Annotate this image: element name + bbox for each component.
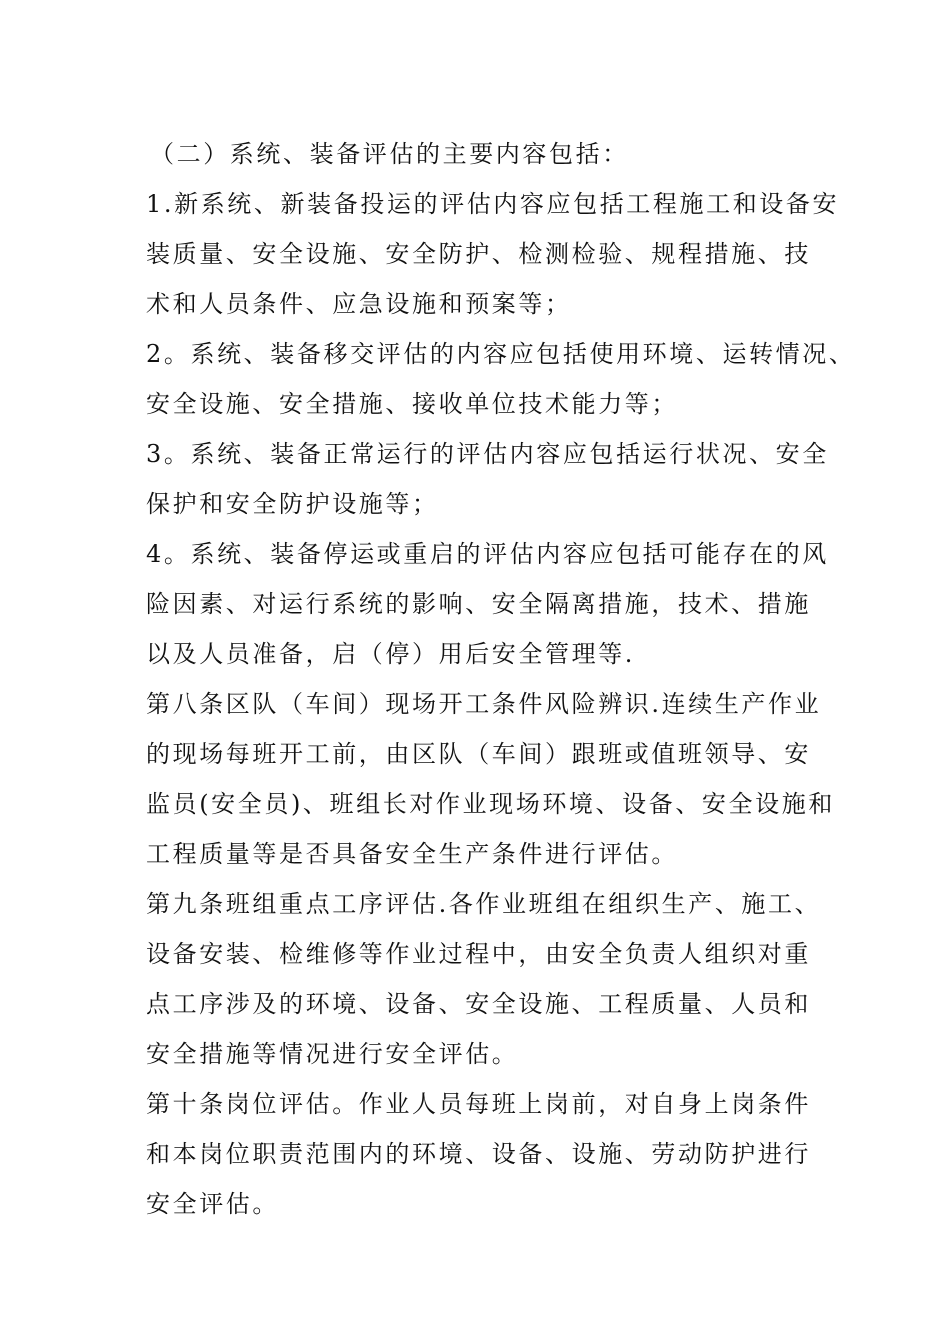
item-2-line-1: 2。系统、装备移交评估的内容应包括使用环境、运转情况、: [146, 340, 856, 368]
item-4-line-2: 险因素、对运行系统的影响、安全隔离措施，技术、措施: [146, 590, 811, 618]
item-4-line-1: 4。系统、装备停运或重启的评估内容应包括可能存在的风: [146, 540, 829, 568]
article-8-line-4: 工程质量等是否具备安全生产条件进行评估。: [146, 840, 678, 868]
article-9-line-3: 点工序涉及的环境、设备、安全设施、工程质量、人员和: [146, 990, 811, 1018]
item-2-line-2: 安全设施、安全措施、接收单位技术能力等；: [146, 390, 678, 418]
article-8-line-3: 监员(安全员)、班组长对作业现场环境、设备、安全设施和: [146, 790, 835, 818]
document-body: [146, 129, 856, 1229]
article-8-line-1: 第八条区队（车间）现场开工条件风险辨识.连续生产作业: [146, 690, 822, 718]
article-8-line-2: 的现场每班开工前，由区队（车间）跟班或值班领导、安: [146, 740, 811, 768]
item-1-line-3: 术和人员条件、应急设施和预案等；: [146, 290, 572, 318]
item-1-line-1: 1.新系统、新装备投运的评估内容应包括工程施工和设备安: [146, 190, 840, 218]
article-9-line-4: 安全措施等情况进行安全评估。: [146, 1040, 519, 1068]
article-10-line-1: 第十条岗位评估。作业人员每班上岗前，对自身上岗条件: [146, 1090, 811, 1118]
item-1-line-2: 装质量、安全设施、安全防护、检测检验、规程措施、技: [146, 240, 811, 268]
item-3-line-2: 保护和安全防护设施等；: [146, 490, 439, 518]
item-3-line-1: 3。系统、装备正常运行的评估内容应包括运行状况、安全: [146, 440, 829, 468]
section-heading: （二）系统、装备评估的主要内容包括：: [150, 140, 629, 168]
article-10-line-2: 和本岗位职责范围内的环境、设备、设施、劳动防护进行: [146, 1140, 811, 1168]
article-9-line-2: 设备安装、检维修等作业过程中，由安全负责人组织对重: [146, 940, 811, 968]
article-10-line-3: 安全评估。: [146, 1190, 279, 1218]
article-9-line-1: 第九条班组重点工序评估.各作业班组在组织生产、施工、: [146, 890, 822, 918]
item-4-line-3: 以及人员准备，启（停）用后安全管理等.: [146, 640, 636, 668]
